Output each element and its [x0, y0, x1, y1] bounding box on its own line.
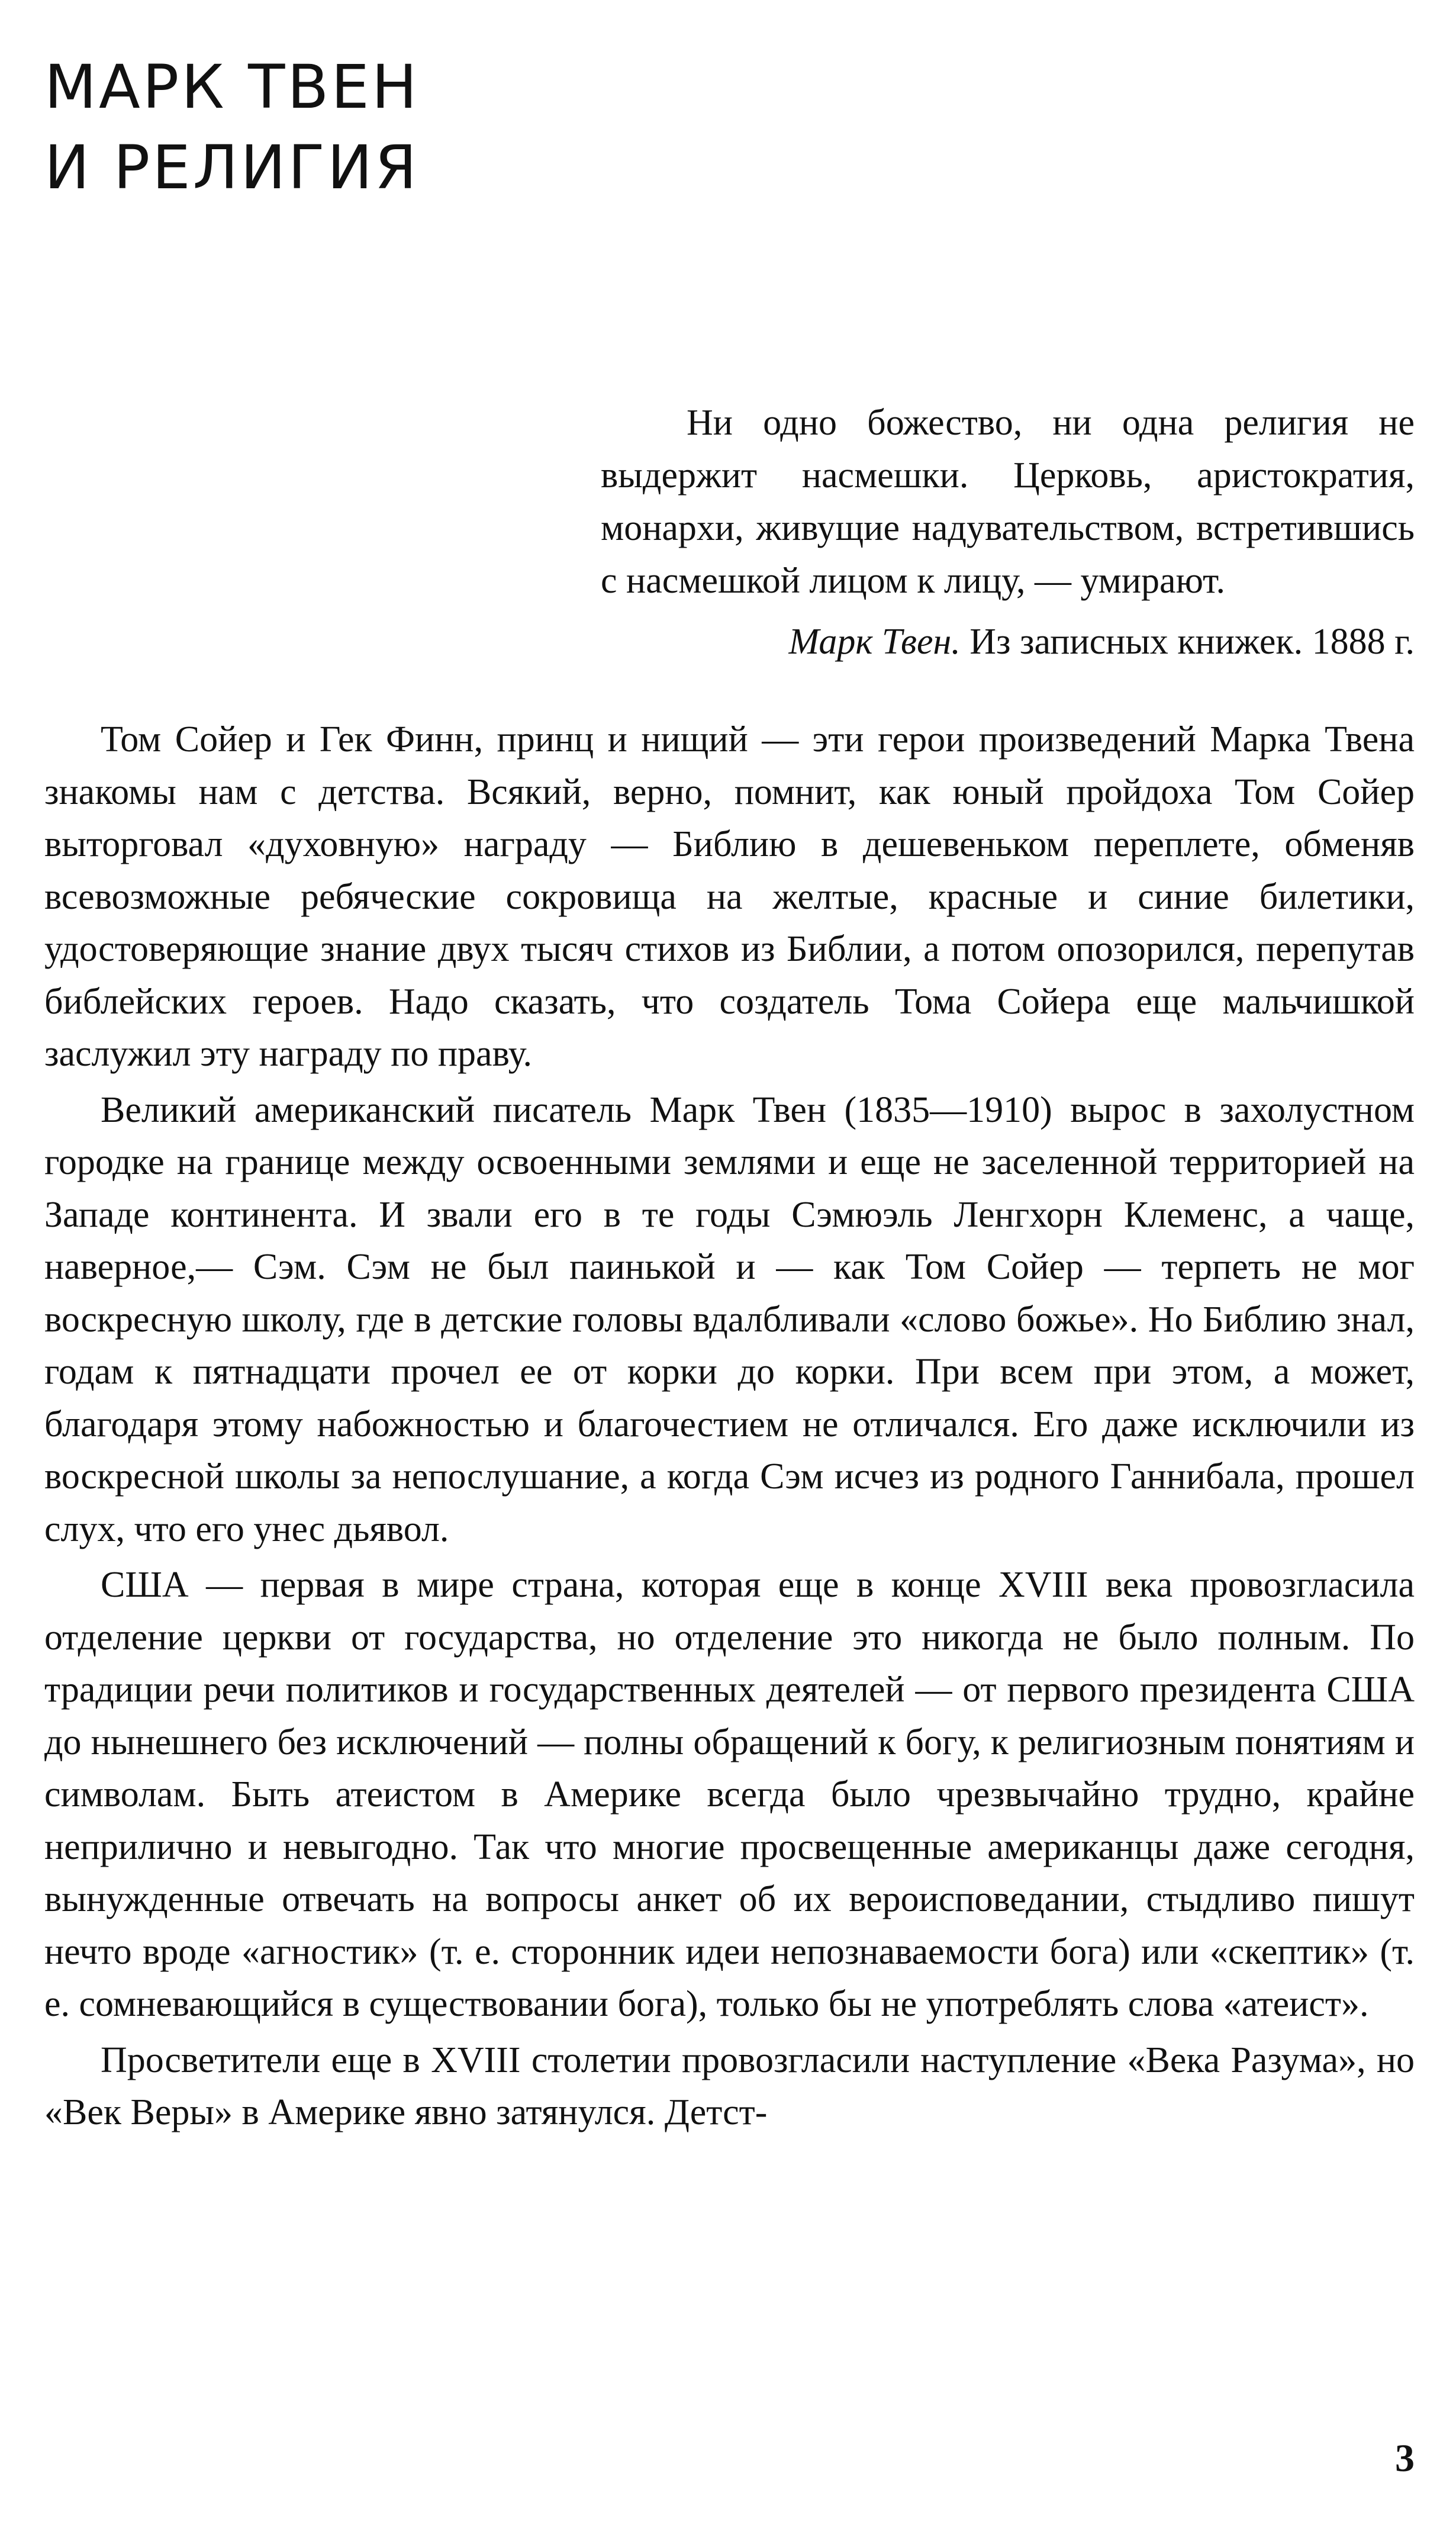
- epigraph-quote: Ни одно божество, ни одна религия не выдержит насмешки. Церковь, аристократия, монархи, живущие надувательством, встретившись с насмешкой лицом к лицу, — умирают.: [601, 403, 1415, 601]
- paragraph: Том Сойер и Гек Финн, принц и нищий — эти герои произведений Марка Твена знакомы нам с детства. Всякий, верно, помнит, как юный пройдоха Том Сойер выторговал «духовную» награду — Библию в дешевеньком переплете, обменяв всевозможные ребяческие сокровища на желтые, красные и синие билетики, удостоверяющие знание двух тысяч стихов из Библии, а потом опозорился, перепутав библейских героев. Надо сказать, что создатель Тома Сойера еще мальчишкой заслужил эту награду по праву.: [44, 719, 1415, 1074]
- page-number: 3: [1395, 2437, 1415, 2480]
- chapter-title-line-2: И РЕЛИГИЯ: [44, 133, 420, 203]
- epigraph-source: Из записных книжек. 1888 г.: [969, 622, 1415, 662]
- paragraph: США — первая в мире страна, которая еще в конце XVIII века провозгласила отделение церкви от государства, но отделение это никогда не было полным. По традиции речи политиков и государственных деятелей — от первого президента США до нынешнего без исключений — полны обращений к богу, к религиозным понятиям и символам. Быть атеистом в Америке всегда было чрезвычайно трудно, крайне неприлично и невыгодно. Так что многие просвещенные американцы даже сегодня, вынужденные отвечать на вопросы анкет об их вероисповедании, стыдливо пишут нечто вроде «агностик» (т. е. сторонник идеи непознаваемости бога) или «скептик» (т. е. сомневающийся в существовании бога), только бы не употреблять слова «атеист».: [44, 1565, 1415, 2024]
- paragraph: Великий американский писатель Марк Твен (1835—1910) вырос в захолустном городке на границе между освоенными землями и еще не заселенной территорией на Западе континента. И звали его в те годы Сэмюэль Ленгхорн Клеменс, а чаще, наверное,— Сэм. Сэм не был паинькой и — как Том Сойер — терпеть не мог воскресную школу, где в детские головы вдалбливали «слово божье». Но Библию знал, годам к пятнадцати прочел ее от корки до корки. При всем при этом, а может, благодаря этому набожностью и благочестием не отличался. Его даже исключили из воскресной школы за непослушание, а когда Сэм исчез из родного Ганнибала, прошел слух, что его унес дьявол.: [44, 1089, 1415, 1549]
- paragraph: Просветители еще в XVIII столетии провозгласили наступление «Века Разума», но «Век Веры» в Америке явно затянулся. Детст-: [44, 2040, 1415, 2132]
- body-text: [44, 713, 1415, 2143]
- chapter-title: [44, 47, 577, 208]
- chapter-title-line-1: МАРК ТВЕН: [44, 52, 420, 123]
- epigraph-author: Марк Твен.: [788, 622, 961, 662]
- epigraph-attribution: [601, 616, 1415, 668]
- epigraph: [601, 397, 1415, 668]
